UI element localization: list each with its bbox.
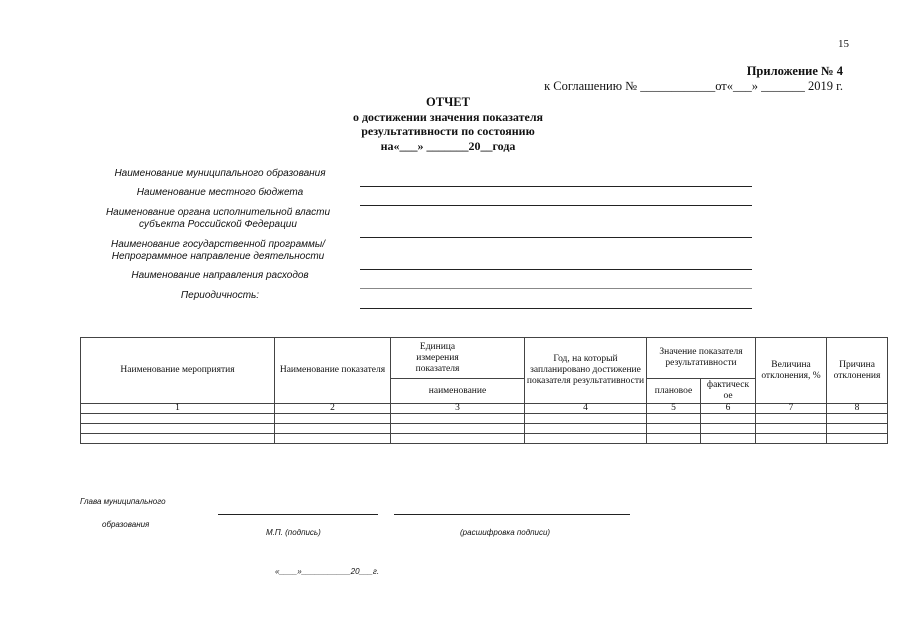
report-subtitle: результативности по состоянию: [361, 124, 535, 138]
header-planned: плановое: [647, 379, 701, 404]
table-cell[interactable]: [701, 424, 756, 434]
table-cell[interactable]: [647, 424, 701, 434]
table-cell[interactable]: [275, 414, 391, 424]
field-label-periodicity: Периодичность:: [180, 290, 260, 301]
page-number: 15: [838, 38, 849, 50]
column-number: 3: [391, 404, 525, 414]
header-unit-name: наименование: [391, 379, 525, 404]
column-number: 4: [525, 404, 647, 414]
header-actual: фактическ ое: [701, 379, 756, 404]
field-line-expense-direction[interactable]: [360, 288, 752, 289]
field-label-expense-direction: Наименование направления расходов: [131, 270, 309, 281]
table-cell[interactable]: [81, 434, 275, 444]
appendix-title: Приложение № 4: [746, 64, 843, 78]
field-label-program-line2: Непрограммное направление деятельности: [111, 251, 325, 262]
table-cell[interactable]: [756, 424, 827, 434]
column-number: 6: [701, 404, 756, 414]
table-cell[interactable]: [647, 414, 701, 424]
table-cell[interactable]: [81, 414, 275, 424]
table-cell[interactable]: [647, 434, 701, 444]
signature-decoding-line[interactable]: [394, 514, 630, 515]
table-cell[interactable]: [275, 424, 391, 434]
table-cell[interactable]: [827, 414, 888, 424]
header-value: Значение показателя результативности: [647, 338, 756, 379]
table-cell[interactable]: [81, 424, 275, 434]
signature-head-label-2: образования: [102, 520, 150, 529]
field-label-authority-line2: субъекта Российской Федерации: [139, 219, 297, 230]
column-number: 2: [275, 404, 391, 414]
column-number: 7: [756, 404, 827, 414]
field-label-program-line1: Наименование государственной программы/: [110, 239, 326, 250]
field-line-periodicity[interactable]: [360, 308, 752, 309]
column-number: 1: [81, 404, 275, 414]
table-cell[interactable]: [525, 424, 647, 434]
stamp-sign-label: М.П. (подпись): [266, 528, 321, 537]
field-label-authority-line1: Наименование органа исполнительной власти: [105, 207, 331, 218]
header-unit: Единица измерения показателя: [391, 338, 525, 379]
field-line-authority[interactable]: [360, 237, 752, 238]
table-cell[interactable]: [701, 414, 756, 424]
table-cell[interactable]: [391, 414, 525, 424]
table-cell[interactable]: [827, 434, 888, 444]
header-activity: Наименование мероприятия: [81, 338, 275, 404]
signature-head-label: Глава муниципального: [80, 497, 166, 506]
field-label-local-budget: Наименование местного бюджета: [136, 187, 304, 198]
header-deviation: Величина отклонения, %: [756, 338, 827, 404]
field-line-local-budget[interactable]: [360, 205, 752, 206]
report-date-line: на«___» _______20__года: [380, 139, 516, 153]
table-cell[interactable]: [275, 434, 391, 444]
column-number: 5: [647, 404, 701, 414]
signature-date: «____»___________20___г.: [275, 567, 380, 576]
decoding-label: (расшифровка подписи): [460, 528, 551, 537]
report-title: ОТЧЕТ: [426, 95, 470, 109]
field-label-program: [90, 239, 346, 263]
signature-line[interactable]: [218, 514, 378, 515]
header-year: Год, на который запланировано достижение показателя результативности: [525, 338, 647, 404]
field-line-municipality[interactable]: [360, 186, 752, 187]
table-cell[interactable]: [391, 424, 525, 434]
table-cell[interactable]: [525, 414, 647, 424]
header-reason: Причина отклонения: [827, 338, 888, 404]
field-label-municipality: Наименование муниципального образования: [114, 168, 326, 179]
table-row: [81, 424, 888, 434]
field-label-authority: [90, 207, 346, 231]
report-table: [80, 337, 888, 444]
table-row: [81, 414, 888, 424]
table-cell[interactable]: [701, 434, 756, 444]
agreement-line: к Соглашению № ____________от«___» _______ 2019 г.: [544, 79, 843, 93]
header-indicator: Наименование показателя: [275, 338, 391, 404]
table-row: [81, 434, 888, 444]
column-number: 8: [827, 404, 888, 414]
table-cell[interactable]: [756, 414, 827, 424]
field-line-program[interactable]: [360, 269, 752, 270]
table-cell[interactable]: [525, 434, 647, 444]
table-cell[interactable]: [391, 434, 525, 444]
table-cell[interactable]: [827, 424, 888, 434]
report-subtitle: о достижении значения показателя: [352, 110, 544, 124]
table-cell[interactable]: [756, 434, 827, 444]
